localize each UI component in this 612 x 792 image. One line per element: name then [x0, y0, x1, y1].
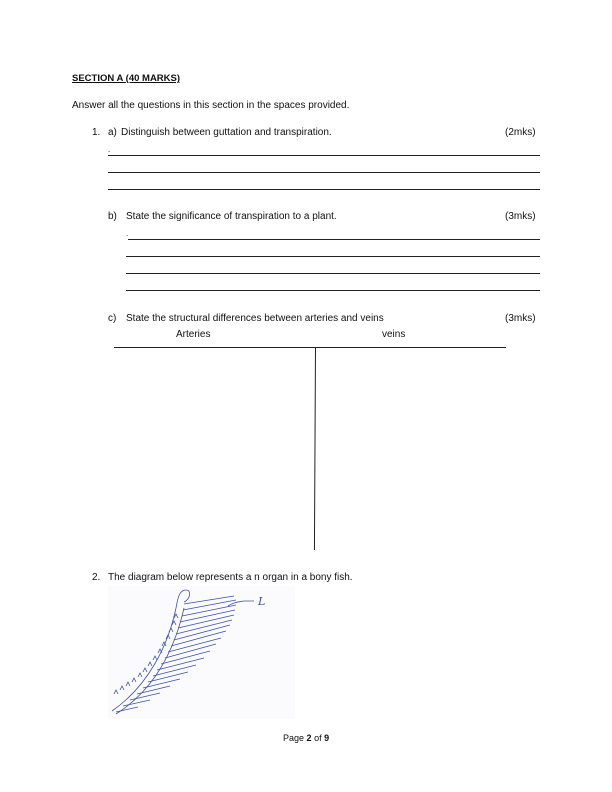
gill-diagram — [108, 586, 295, 719]
question-2-text: The diagram below represents a n organ in a bony fish. — [108, 572, 353, 583]
gill-drawing — [108, 586, 295, 719]
answer-dot: . — [126, 229, 129, 238]
answer-dot: . — [108, 145, 111, 154]
label-pointer-line — [228, 601, 254, 606]
arteries-answer-area[interactable] — [116, 350, 314, 548]
table-header-arteries: Arteries — [176, 329, 211, 340]
footer-current-page: 2 — [306, 733, 312, 743]
answer-line[interactable] — [126, 290, 540, 291]
question-1c-marks: (3mks) — [505, 313, 536, 324]
answer-line[interactable] — [128, 239, 540, 240]
question-1a-text: Distinguish between guttation and transpiration. — [121, 127, 332, 138]
question-1b-label: b) — [108, 211, 117, 222]
question-1c-text: State the structural differences between arteries and veins — [126, 313, 384, 324]
answer-line[interactable] — [108, 155, 540, 156]
footer-prefix: Page — [283, 733, 305, 743]
gill-arch-outline — [112, 590, 190, 711]
question-1a-label: a) — [108, 127, 117, 138]
footer-total-pages: 9 — [324, 733, 330, 743]
section-title: SECTION A (40 MARKS) — [72, 73, 181, 84]
answer-line[interactable] — [126, 256, 540, 257]
answer-line[interactable] — [108, 189, 540, 190]
answer-line[interactable] — [108, 172, 540, 173]
section-instruction: Answer all the questions in this section in the spaces provided. — [72, 100, 350, 111]
table-divider — [314, 347, 316, 550]
question-1a-marks: (2mks) — [505, 127, 536, 138]
answer-line[interactable] — [126, 273, 540, 274]
veins-answer-area[interactable] — [318, 350, 506, 548]
question-1b-text: State the significance of transpiration to a plant. — [126, 211, 337, 222]
page-footer — [283, 733, 329, 743]
diagram-label-L: L — [258, 595, 266, 608]
question-1c-label: c) — [108, 313, 117, 324]
footer-of: of — [314, 733, 322, 743]
table-header-veins: veins — [382, 329, 406, 340]
question-1b-marks: (3mks) — [505, 211, 536, 222]
question-1-number: 1. — [92, 127, 101, 138]
table-header-rule — [114, 347, 506, 348]
question-2-number: 2. — [92, 572, 101, 583]
